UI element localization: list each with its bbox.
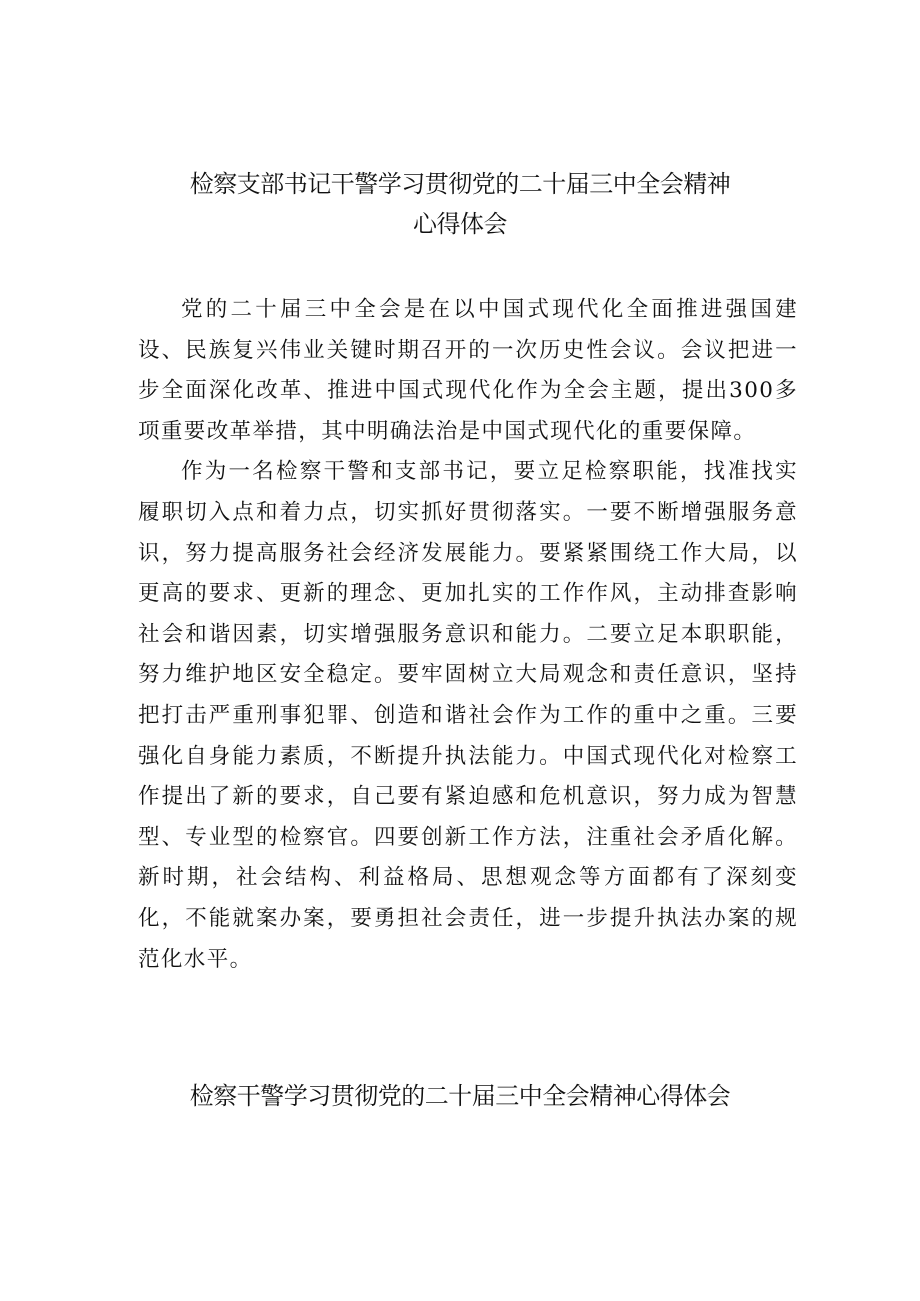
document-title-line-1: 检察支部书记干警学习贯彻党的二十届三中全会精神 <box>189 170 731 198</box>
paragraph-1: 党的二十届三中全会是在以中国式现代化全面推进强国建设、民族复兴伟业关键时期召开的一次历史性会议。会议把进一步全面深化改革、推进中国式现代化作为全会主题，提出300多项重要改革举措，其中明确法治是中国式现代化的重要保障。 <box>138 297 798 444</box>
document-title <box>0 164 920 244</box>
paragraph-2: 作为一名检察干警和支部书记，要立足检察职能，找准找实履职切入点和着力点，切实抓好贯彻落实。一要不断增强服务意识，努力提高服务社会经济发展能力。要紧紧围绕工作大局，以更高的要求、更新的理念、更加扎实的工作作风，主动排查影响社会和谐因素，切实增强服务意识和能力。二要立足本职职能，努力维护地区安全稳定。要牢固树立大局观念和责任意识，坚持把打击严重刑事犯罪、创造和谐社会作为工作的重中之重。三要强化自身能力素质，不断提升执法能力。中国式现代化对检察工作提出了新的要求，自己要有紧迫感和危机意识，努力成为智慧型、专业型的检察官。四要创新工作方法，注重社会矛盾化解。新时期，社会结构、利益格局、思想观念等方面都有了深刻变化，不能就案办案，要勇担社会责任，进一步提升执法办案的规范化水平。 <box>138 459 798 972</box>
document-body <box>138 290 798 980</box>
second-article-title: 检察干警学习贯彻党的二十届三中全会精神心得体会 <box>189 1082 731 1110</box>
document-title-line-2: 心得体会 <box>413 210 507 238</box>
